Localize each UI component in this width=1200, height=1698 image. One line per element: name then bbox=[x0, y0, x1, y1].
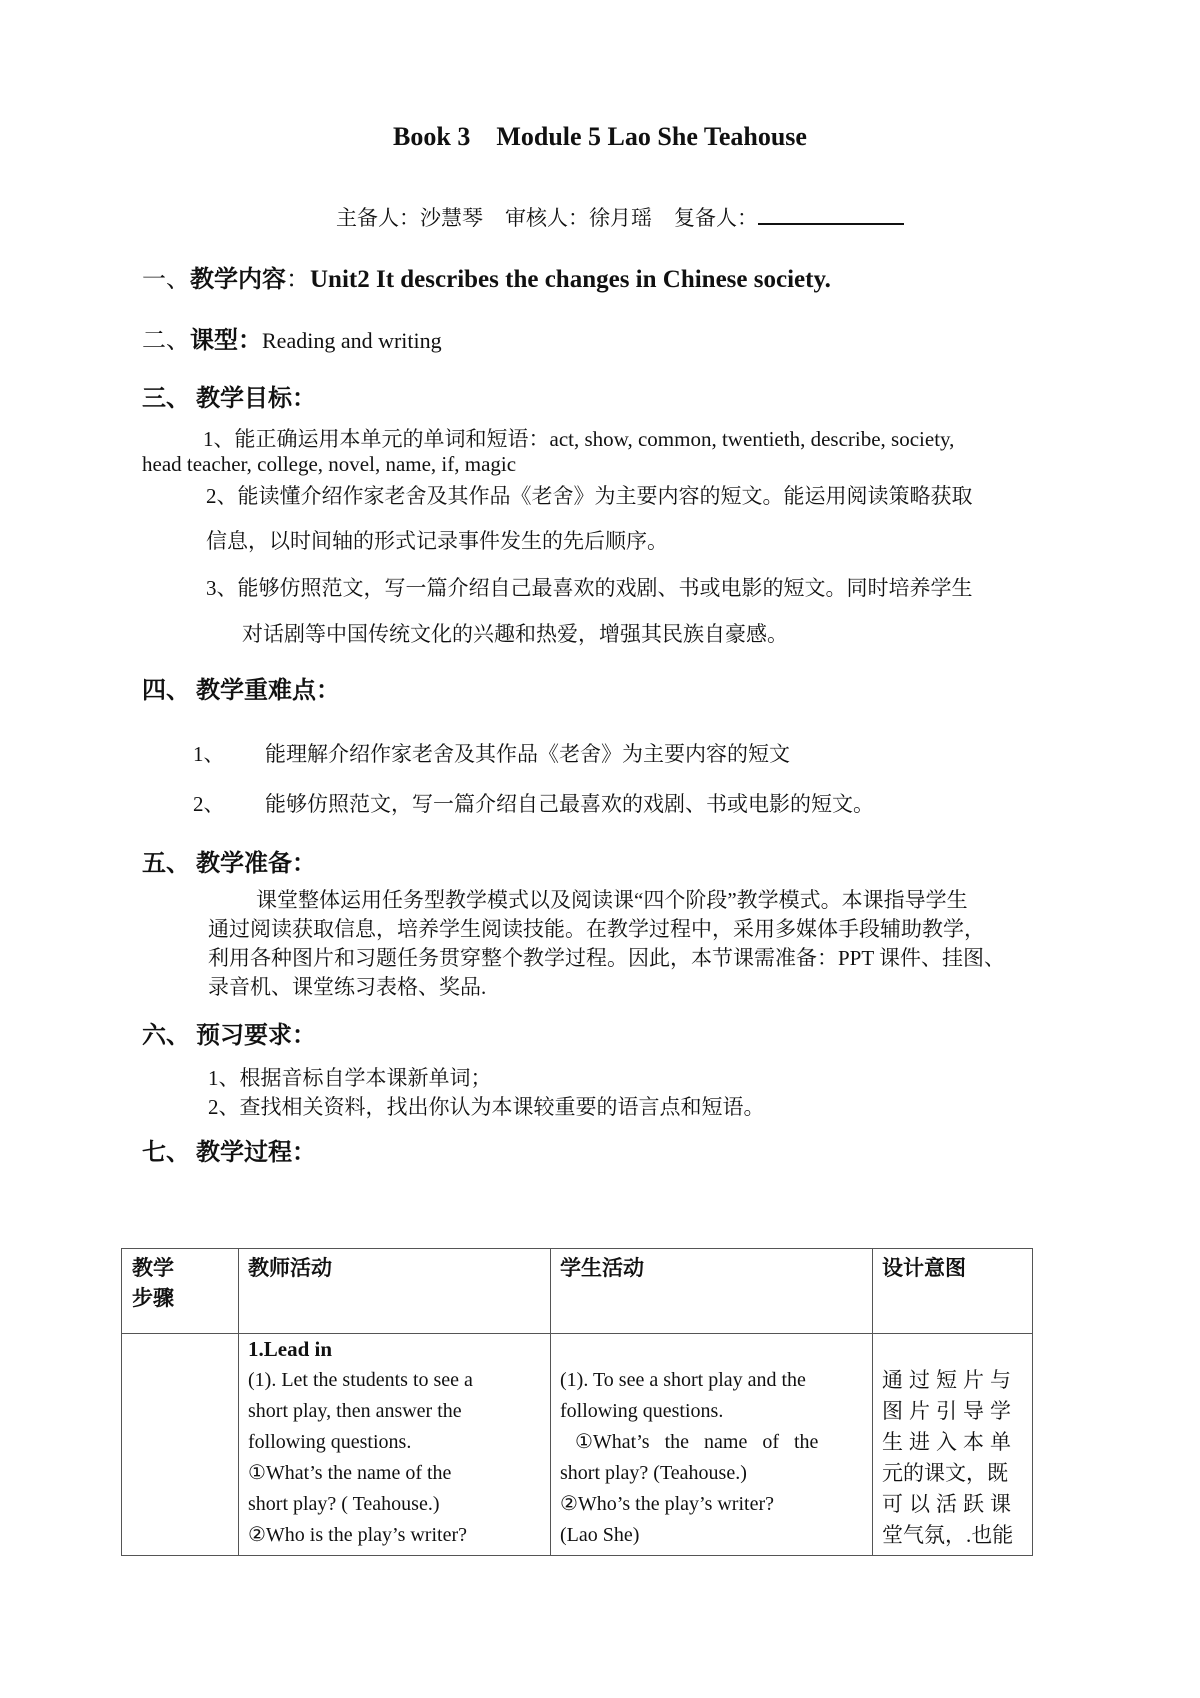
design-line: 堂气氛，.也能 bbox=[882, 1523, 1014, 1547]
design-line: 生进入本单 bbox=[882, 1430, 1017, 1454]
section-4-heading: 四、 教学重难点： bbox=[142, 678, 340, 704]
teacher-line: ②Who is the play’s writer? bbox=[248, 1524, 467, 1546]
lead-in-title: 1.Lead in bbox=[248, 1337, 333, 1361]
student-line: following questions. bbox=[560, 1400, 724, 1422]
teacher-line: short play, then answer the bbox=[248, 1400, 462, 1422]
header-student-activity: 学生活动 bbox=[560, 1256, 644, 1280]
document-title bbox=[0, 122, 1200, 152]
header-step bbox=[122, 1249, 238, 1317]
student-line: (1). To see a short play and the bbox=[560, 1369, 806, 1391]
design-line: 可以活跃课 bbox=[882, 1492, 1017, 1516]
authors-line bbox=[336, 202, 904, 232]
section-7-heading: 七、 教学过程： bbox=[142, 1140, 316, 1166]
title-book: Book 3 bbox=[393, 122, 471, 151]
preview-item-1: 1、根据音标自学本课新单词； bbox=[208, 1066, 492, 1090]
row1-student-activity bbox=[550, 1334, 872, 1555]
row1-teacher-activity bbox=[238, 1334, 550, 1555]
reviewer-label: 审核人： bbox=[505, 206, 589, 230]
objective-2-line2: 信息，以时间轴的形式记录事件发生的先后顺序。 bbox=[206, 529, 668, 553]
section-1-heading bbox=[142, 259, 831, 294]
lesson-type: Reading and writing bbox=[262, 328, 442, 353]
main-preparer-label: 主备人： bbox=[336, 206, 420, 230]
preparation-line-3: 利用各种图片和习题任务贯穿整个教学过程。因此，本节课需准备：PPT 课件、挂图、 bbox=[208, 946, 1006, 970]
student-line: (Lao She) bbox=[560, 1524, 640, 1546]
header-step-line1: 教学 bbox=[132, 1256, 174, 1280]
main-preparer-name: 沙慧琴 bbox=[420, 206, 483, 230]
design-line: 元的课文，既 bbox=[882, 1461, 1008, 1485]
preparation-line-2: 通过阅读获取信息，培养学生阅读技能。在教学过程中，采用多媒体手段辅助教学， bbox=[208, 917, 985, 941]
teacher-line: short play? ( Teahouse.) bbox=[248, 1493, 440, 1515]
objective-2-line1: 2、能读懂介绍作家老舍及其作品《老舍》为主要内容的短文。能运用阅读策略获取 bbox=[206, 484, 973, 508]
design-line: 通过短片与 bbox=[882, 1368, 1017, 1392]
section-number: 二、 bbox=[142, 328, 190, 354]
student-line: ①What’s the name of the bbox=[560, 1431, 819, 1453]
reviewer-name: 徐月瑶 bbox=[589, 206, 652, 230]
title-module: Module 5 Lao She Teahouse bbox=[496, 122, 807, 151]
objective-1-line2: head teacher, college, novel, name, if, magic bbox=[142, 452, 517, 476]
section-label: 教学内容 bbox=[190, 267, 286, 293]
student-line: short play? (Teahouse.) bbox=[560, 1462, 747, 1484]
design-line: 图片引导学 bbox=[882, 1399, 1017, 1423]
objective-1-line1: 1、能正确运用本单元的单词和短语：act, show, common, twentieth, describe, society, bbox=[203, 427, 955, 451]
section-label: 课型： bbox=[190, 328, 262, 354]
student-line: ②Who’s the play’s writer? bbox=[560, 1493, 774, 1515]
teaching-process-table bbox=[121, 1248, 1033, 1556]
section-number: 一、 bbox=[142, 267, 190, 293]
section-5-heading: 五、 教学准备： bbox=[142, 851, 316, 877]
key-point-1-text: 能理解介绍作家老舍及其作品《老舍》为主要内容的短文 bbox=[265, 742, 790, 766]
co-preparer-label: 复备人： bbox=[674, 206, 758, 230]
header-step-line2: 步骤 bbox=[132, 1286, 174, 1310]
preview-item-2: 2、查找相关资料，找出你认为本课较重要的语言点和短语。 bbox=[208, 1095, 765, 1119]
objective-3-line1: 3、能够仿照范文，写一篇介绍自己最喜欢的戏剧、书或电影的短文。同时培养学生 bbox=[206, 576, 973, 600]
teaching-content: Unit2 It describes the changes in Chinese society. bbox=[310, 266, 831, 293]
header-teacher-activity: 教师活动 bbox=[248, 1256, 332, 1280]
teacher-line: following questions. bbox=[248, 1431, 412, 1453]
row1-design-intent bbox=[872, 1334, 1032, 1555]
co-preparer-blank bbox=[758, 205, 904, 225]
section-6-heading: 六、 预习要求： bbox=[142, 1023, 316, 1049]
objective-3-line2: 对话剧等中国传统文化的兴趣和热爱，增强其民族自豪感。 bbox=[242, 622, 788, 646]
teacher-line: ①What’s the name of the bbox=[248, 1462, 452, 1484]
preparation-line-4: 录音机、课堂练习表格、奖品. bbox=[208, 975, 487, 999]
key-point-2-number: 2、 bbox=[193, 792, 225, 816]
key-point-1-number: 1、 bbox=[193, 742, 225, 766]
section-colon: ： bbox=[286, 267, 310, 293]
teacher-line: (1). Let the students to see a bbox=[248, 1369, 473, 1391]
header-design-intent: 设计意图 bbox=[882, 1256, 966, 1280]
preparation-line-1: 课堂整体运用任务型教学模式以及阅读课“四个阶段”教学模式。本课指导学生 bbox=[256, 888, 968, 912]
row1-step bbox=[122, 1334, 238, 1342]
key-point-2-text: 能够仿照范文，写一篇介绍自己最喜欢的戏剧、书或电影的短文。 bbox=[265, 792, 874, 816]
section-2-heading bbox=[142, 320, 442, 355]
section-3-heading: 三、 教学目标： bbox=[142, 386, 316, 412]
